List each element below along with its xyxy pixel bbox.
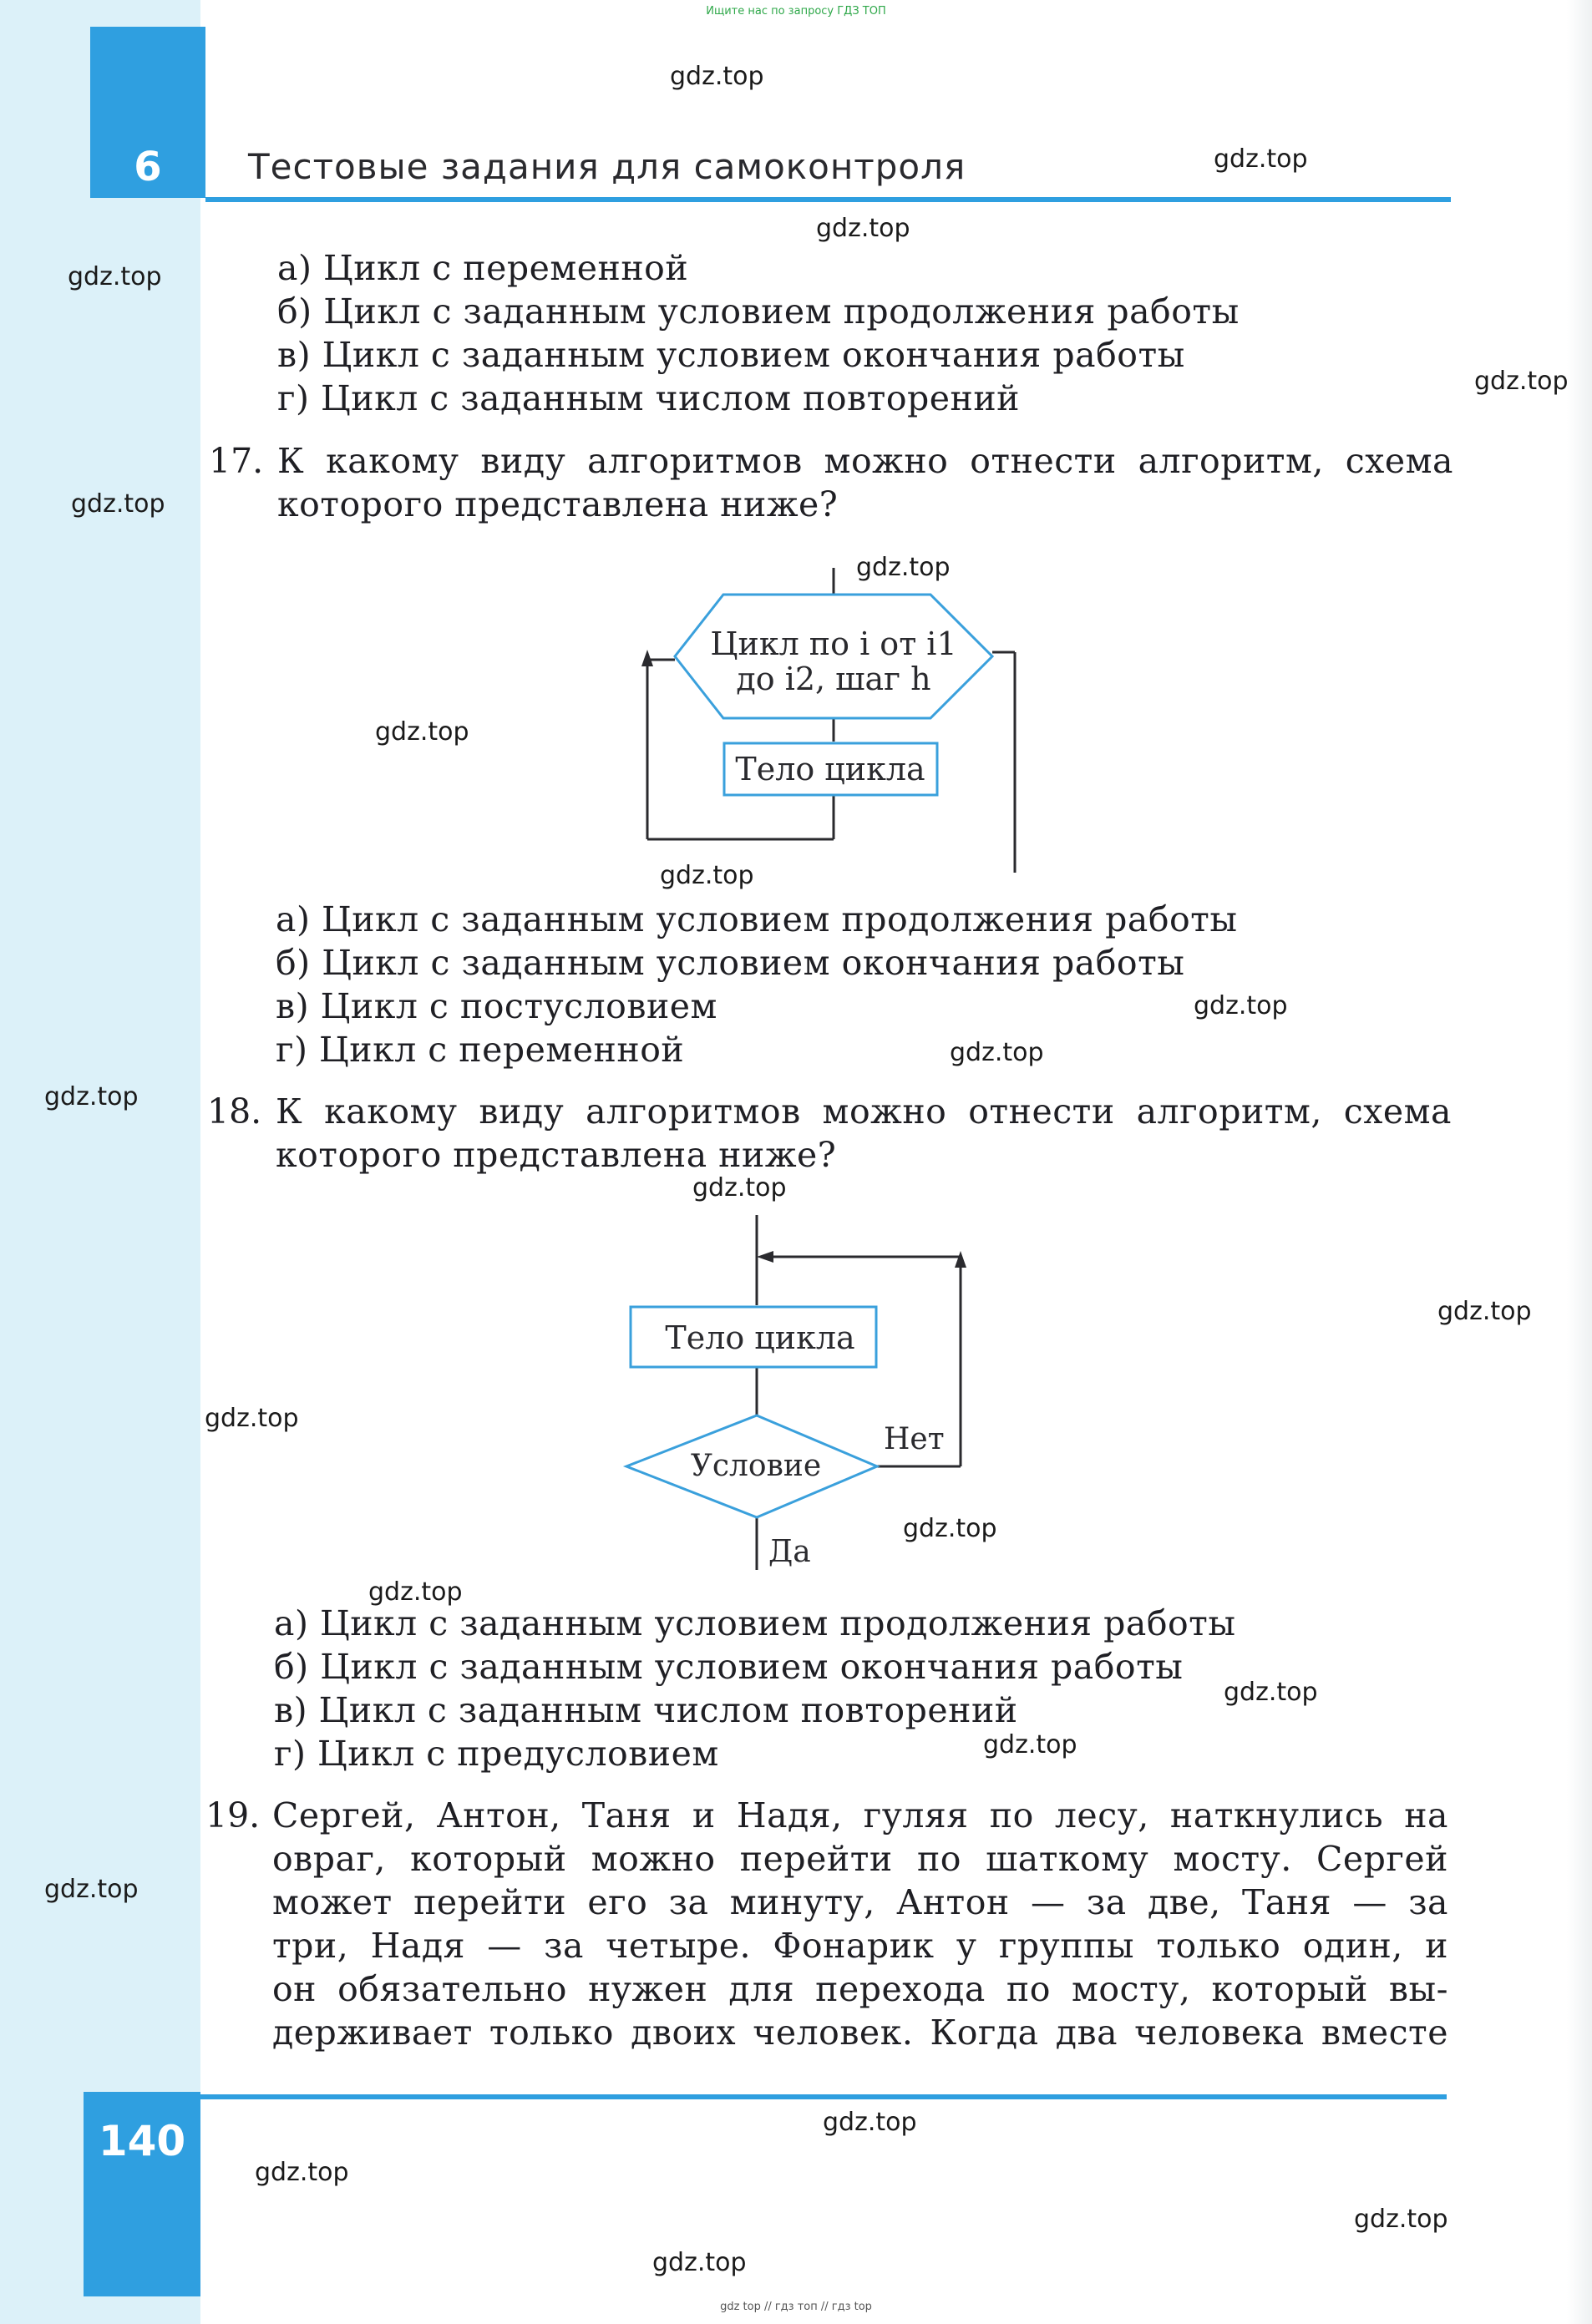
q17-hexagon-line-1: Цикл по i от i1 bbox=[710, 625, 957, 662]
q18-no-label: Нет bbox=[884, 1422, 945, 1456]
watermark: gdz.top bbox=[1224, 1678, 1318, 1707]
q19-line-4: три, Надя — за четыре. Фонарик у группы только один, и bbox=[272, 1926, 1448, 1966]
q17-body-label: Тело цикла bbox=[735, 751, 925, 787]
watermark: gdz.top bbox=[652, 2248, 747, 2277]
q18-text-line-2: которого представлена ниже? bbox=[276, 1135, 837, 1175]
watermark: gdz.top bbox=[205, 1404, 299, 1433]
watermark: gdz.top bbox=[368, 1577, 463, 1607]
watermark: gdz.top bbox=[44, 1875, 139, 1904]
q18-option-d: г) Цикл с предусловием bbox=[274, 1734, 719, 1774]
footer-rule bbox=[200, 2094, 1447, 2099]
q19-line-3: может перейти его за минуту, Антон — за две, Таня — за bbox=[272, 1882, 1448, 1922]
watermark: gdz.top bbox=[71, 489, 165, 519]
q18-option-b: б) Цикл с заданным условием окончания работы bbox=[274, 1647, 1184, 1687]
watermark: gdz.top bbox=[903, 1514, 997, 1543]
watermark: gdz.top bbox=[375, 717, 469, 747]
q17-text-line-2: которого представлена ниже? bbox=[277, 484, 839, 524]
q18-number: 18. bbox=[207, 1091, 262, 1132]
q17-option-c: в) Цикл с постусловием bbox=[276, 986, 717, 1026]
watermark: gdz.top bbox=[983, 1730, 1077, 1759]
watermark: gdz.top bbox=[1474, 367, 1569, 396]
watermark: gdz.top bbox=[255, 2158, 349, 2187]
watermark: gdz.top bbox=[68, 262, 162, 291]
q18-yes-label: Да bbox=[768, 1535, 811, 1569]
q18-text-line-1: К какому виду алгоритмов можно отнести алгоритм, схема bbox=[276, 1091, 1452, 1132]
watermark: gdz.top bbox=[856, 553, 951, 582]
top-site-note: Ищите нас по запросу ГДЗ ТОП bbox=[706, 5, 886, 18]
q18-body-label: Тело цикла bbox=[665, 1319, 855, 1356]
section-title: Тестовые задания для самоконтроля bbox=[248, 146, 966, 187]
watermark: gdz.top bbox=[660, 861, 754, 890]
q17-hexagon-line-2: до i2, шаг h bbox=[736, 661, 931, 697]
watermark: gdz.top bbox=[670, 62, 764, 91]
q19-line-5: он обязательно нужен для перехода по мосту, который вы- bbox=[272, 1969, 1448, 2009]
q18-option-a: а) Цикл с заданным условием продолжения работы bbox=[274, 1603, 1236, 1643]
watermark: gdz.top bbox=[1437, 1297, 1532, 1326]
q18-option-c: в) Цикл с заданным числом повторений bbox=[274, 1690, 1018, 1730]
watermark: gdz.top bbox=[692, 1173, 787, 1203]
page-number: 140 bbox=[98, 2117, 186, 2165]
watermark: gdz.top bbox=[1194, 991, 1288, 1020]
watermark: gdz.top bbox=[44, 1082, 139, 1111]
q19-line-1: Сергей, Антон, Таня и Надя, гуляя по лесу, наткнулись на bbox=[272, 1795, 1448, 1835]
q16-option-d: г) Цикл с заданным числом повторений bbox=[277, 378, 1020, 418]
bottom-site-note: gdz top // гдз топ // гдз top bbox=[720, 2301, 872, 2313]
q17-option-b: б) Цикл с заданным условием окончания работы bbox=[276, 943, 1185, 983]
q17-number: 17. bbox=[209, 441, 264, 481]
q16-option-c: в) Цикл с заданным условием окончания работы bbox=[277, 335, 1185, 375]
q16-option-b: б) Цикл с заданным условием продолжения работы bbox=[277, 291, 1240, 332]
q17-text-line-1: К какому виду алгоритмов можно отнести алгоритм, схема bbox=[277, 441, 1453, 481]
q19-line-6: держивает только двоих человек. Когда два человека вместе bbox=[272, 2013, 1448, 2053]
q19-number: 19. bbox=[205, 1795, 261, 1835]
q19-line-2: овраг, который можно перейти по шаткому мосту. Сергей bbox=[272, 1839, 1448, 1879]
chapter-number: 6 bbox=[134, 144, 162, 190]
watermark: gdz.top bbox=[816, 214, 910, 243]
q17-option-a: а) Цикл с заданным условием продолжения работы bbox=[276, 899, 1238, 939]
watermark: gdz.top bbox=[1354, 2205, 1448, 2234]
q18-condition-label: Условие bbox=[690, 1449, 822, 1483]
watermark: gdz.top bbox=[950, 1038, 1044, 1067]
watermark: gdz.top bbox=[1214, 144, 1308, 174]
watermark: gdz.top bbox=[823, 2108, 917, 2137]
q16-option-a: а) Цикл с переменной bbox=[277, 248, 689, 288]
q17-option-d: г) Цикл с переменной bbox=[276, 1030, 685, 1070]
